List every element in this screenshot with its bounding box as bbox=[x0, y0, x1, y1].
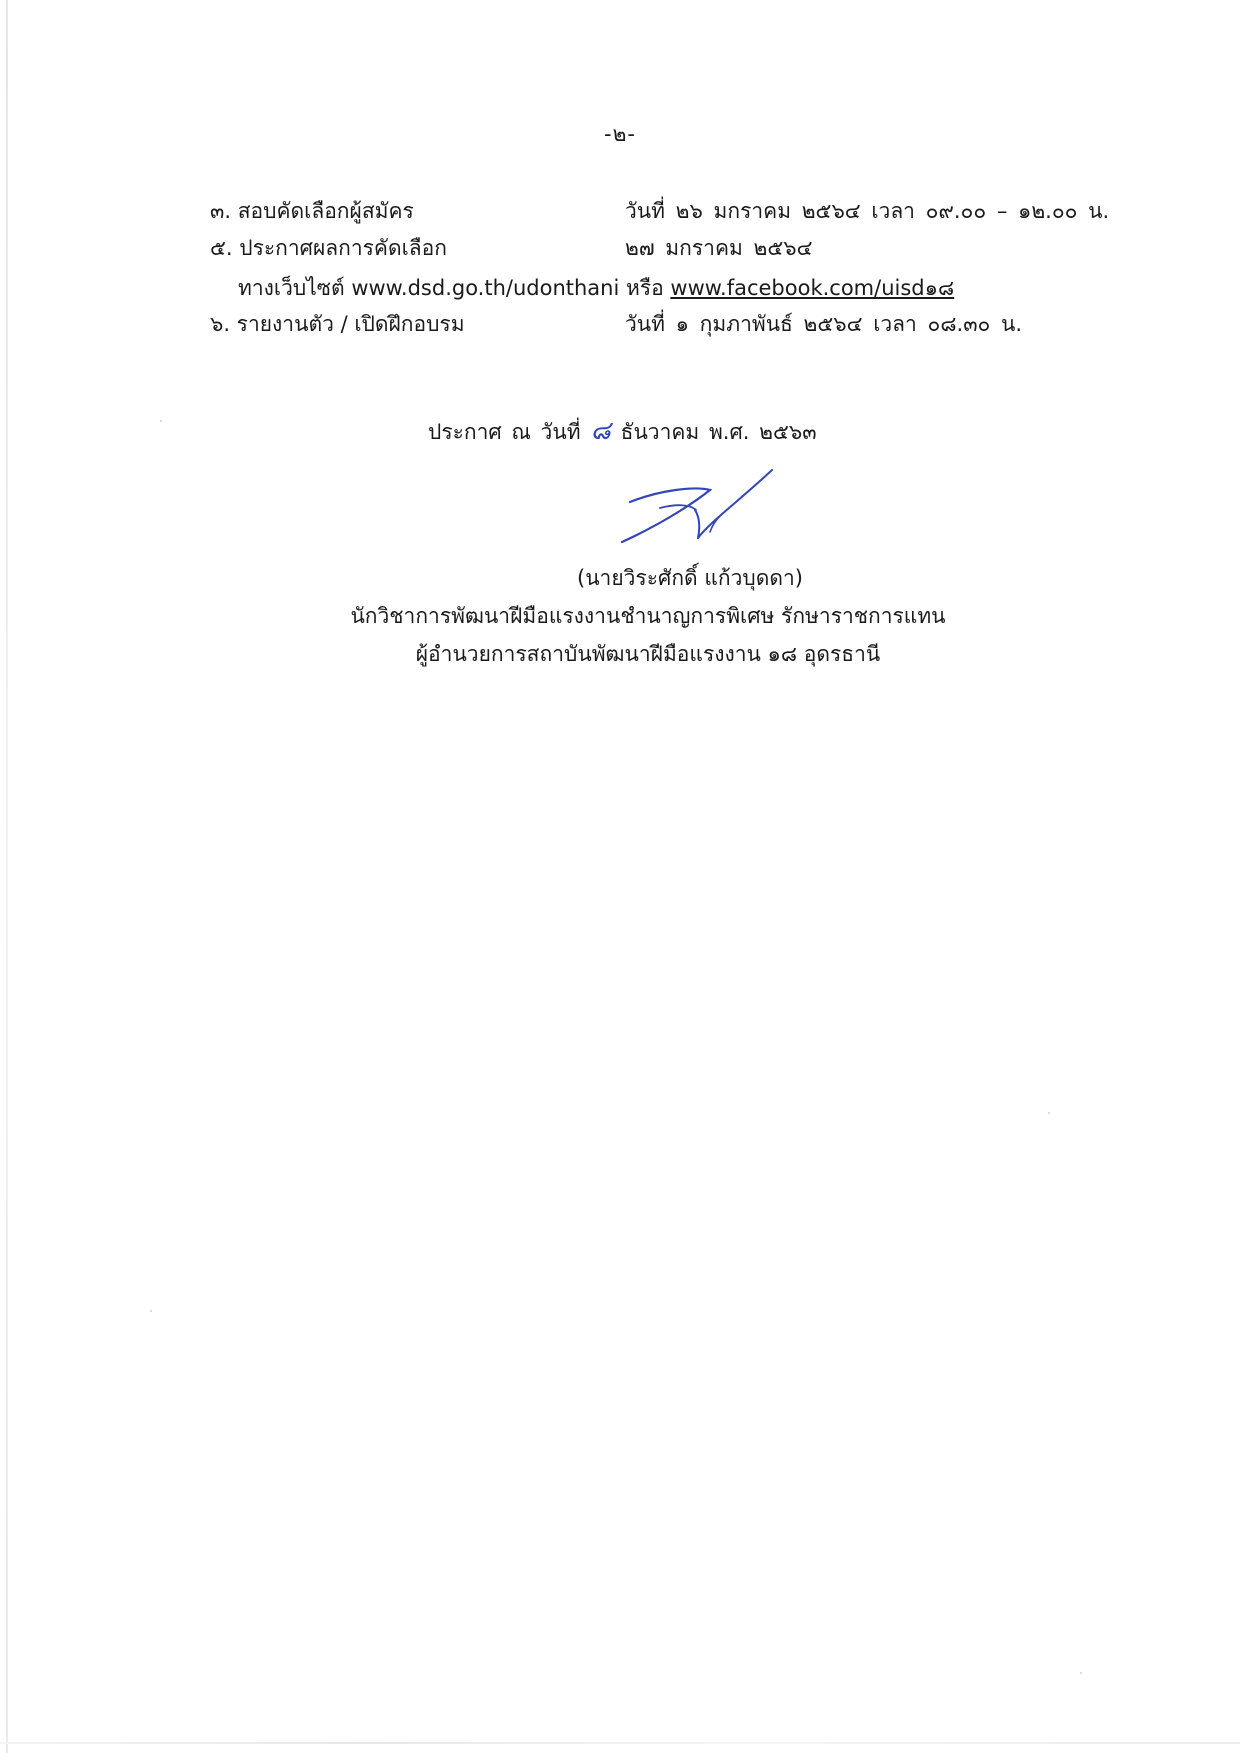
schedule-label: ๓. สอบคัดเลือกผู้สมัคร bbox=[210, 199, 414, 223]
handwritten-day: ๘ bbox=[590, 416, 611, 446]
announcement-suffix: ธันวาคม พ.ศ. ๒๕๖๓ bbox=[620, 420, 817, 444]
scan-speck bbox=[1048, 1112, 1050, 1114]
page-number: -๒- bbox=[604, 122, 636, 146]
schedule-label: ๖. รายงานตัว / เปิดฝึกอบรม bbox=[210, 312, 465, 336]
facebook-link[interactable]: www.facebook.com/uisd๑๘ bbox=[670, 276, 955, 300]
signatory-name: (นายวิระศักดิ์ แก้วบุดดา) bbox=[577, 566, 803, 590]
schedule-date: วันที่ ๒๖ มกราคม ๒๕๖๔ เวลา ๐๙.๐๐ – ๑๒.๐๐ น. bbox=[625, 199, 1110, 223]
schedule-row-website bbox=[238, 272, 1138, 302]
schedule-date: วันที่ ๑ กุมภาพันธ์ ๒๕๖๔ เวลา ๐๘.๓๐ น. bbox=[625, 312, 1023, 336]
signatory-position: นักวิชาการพัฒนาฝีมือแรงงานชำนาญการพิเศษ รักษาราชการแทน bbox=[350, 604, 946, 628]
scan-speck bbox=[160, 420, 162, 422]
scan-bottom-edge bbox=[0, 1742, 1240, 1744]
schedule-row-results bbox=[210, 232, 1140, 262]
signature-icon bbox=[600, 460, 800, 560]
announcement-prefix: ประกาศ ณ วันที่ bbox=[428, 420, 581, 444]
scan-speck bbox=[1080, 1672, 1082, 1674]
schedule-row-report bbox=[210, 308, 1140, 338]
announcement-date bbox=[428, 410, 817, 451]
website-text: ทางเว็บไซต์ www.dsd.go.th/udonthani หรือ bbox=[238, 276, 671, 300]
schedule-label: ๕. ประกาศผลการคัดเลือก bbox=[210, 236, 447, 260]
scan-edge bbox=[6, 0, 8, 1753]
schedule-row-exam bbox=[210, 195, 1140, 225]
signatory-organization: ผู้อำนวยการสถาบันพัฒนาฝีมือแรงงาน ๑๘ อุดรธานี bbox=[415, 642, 881, 666]
scan-speck bbox=[150, 1310, 152, 1312]
schedule-date: ๒๗ มกราคม ๒๕๖๔ bbox=[625, 236, 813, 260]
